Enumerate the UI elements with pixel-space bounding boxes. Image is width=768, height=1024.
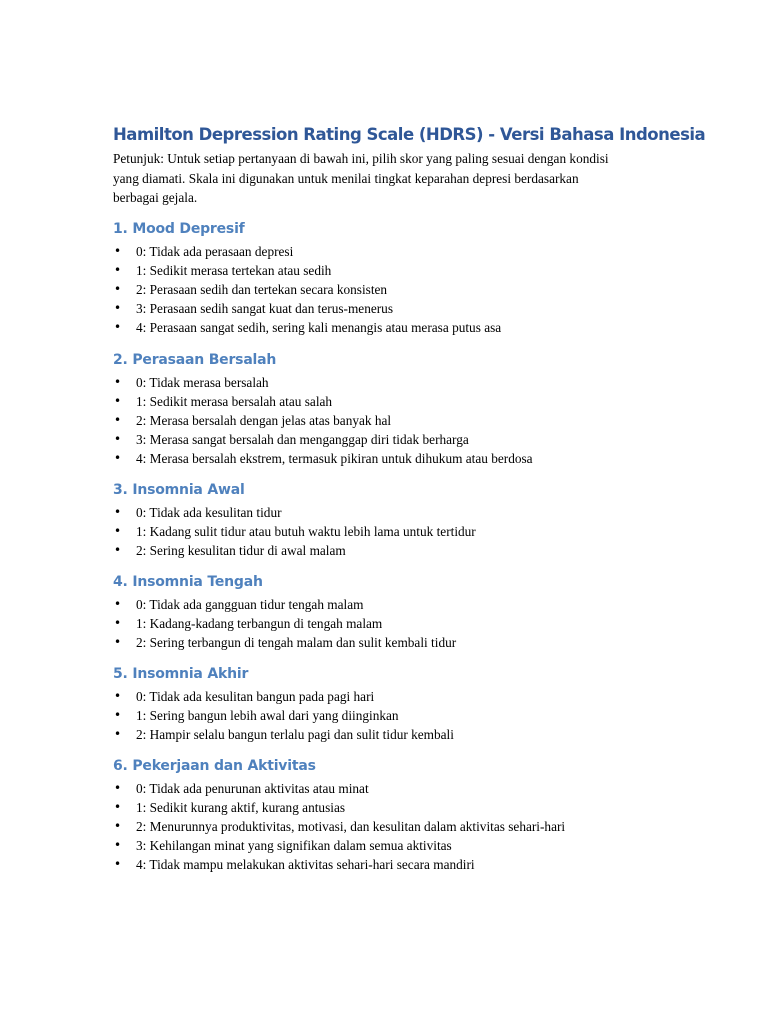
score-option-text: 3: Kehilangan minat yang signifikan dalam semua aktivitas [136,837,452,853]
section-heading: 6. Pekerjaan dan Aktivitas [113,757,316,774]
bullet-icon: • [114,726,122,741]
bullet-icon: • [114,799,122,814]
score-list-item [113,280,733,299]
score-list-item [113,614,733,633]
section-heading: 3. Insomnia Awal [113,481,245,498]
rating-section [113,572,733,652]
bullet-icon: • [114,374,122,389]
sections-container [113,219,733,874]
score-option-text: 1: Sedikit kurang aktif, kurang antusias [136,799,346,815]
score-option-text: 0: Tidak ada kesulitan tidur [136,504,282,520]
score-option-text: 1: Sedikit merasa bersalah atau salah [136,393,333,409]
score-list-item [113,633,733,652]
bullet-icon: • [114,300,122,315]
score-list-item [113,411,733,430]
bullet-icon: • [114,780,122,795]
score-option-text: 3: Perasaan sedih sangat kuat dan terus-menerus [136,300,393,316]
bullet-icon: • [114,856,122,871]
score-list [113,779,733,874]
section-heading: 2. Perasaan Bersalah [113,351,277,368]
bullet-icon: • [114,837,122,852]
score-option-text: 4: Tidak mampu melakukan aktivitas sehari-hari secara mandiri [136,856,475,872]
bullet-icon: • [114,393,122,408]
bullet-icon: • [114,281,122,296]
score-list-item [113,392,733,411]
score-option-text: 2: Sering kesulitan tidur di awal malam [136,542,346,558]
bullet-icon: • [114,243,122,258]
score-list [113,687,733,744]
score-option-text: 1: Kadang-kadang terbangun di tengah malam [136,615,383,631]
score-option-text: 2: Hampir selalu bangun terlalu pagi dan sulit tidur kembali [136,726,454,742]
score-option-text: 4: Perasaan sangat sedih, sering kali menangis atau merasa putus asa [136,319,502,335]
bullet-icon: • [114,688,122,703]
rating-section [113,350,733,468]
score-list-item [113,261,733,280]
score-list-item [113,855,733,874]
score-option-text: 4: Merasa bersalah ekstrem, termasuk pikiran untuk dihukum atau berdosa [136,450,533,466]
score-list [113,242,733,337]
score-list-item [113,373,733,392]
rating-section [113,664,733,744]
bullet-icon: • [114,431,122,446]
score-list-item [113,430,733,449]
score-option-text: 1: Sedikit merasa tertekan atau sedih [136,262,332,278]
score-list-item [113,503,733,522]
score-list-item [113,522,733,541]
score-option-text: 2: Menurunnya produktivitas, motivasi, dan kesulitan dalam aktivitas sehari-hari [136,818,566,834]
score-option-text: 0: Tidak merasa bersalah [136,374,269,390]
score-option-text: 0: Tidak ada perasaan depresi [136,243,294,259]
score-list-item [113,299,733,318]
score-list-item [113,779,733,798]
bullet-icon: • [114,818,122,833]
score-list-item [113,817,733,836]
bullet-icon: • [114,319,122,334]
rating-section [113,480,733,560]
bullet-icon: • [114,615,122,630]
score-option-text: 1: Sering bangun lebih awal dari yang diinginkan [136,707,399,723]
section-heading: 5. Insomnia Akhir [113,665,249,682]
bullet-icon: • [114,523,122,538]
score-list-item [113,836,733,855]
rating-section [113,756,733,874]
score-list-item [113,595,733,614]
rating-section [113,219,733,337]
score-option-text: 0: Tidak ada penurunan aktivitas atau minat [136,780,369,796]
score-option-text: 2: Sering terbangun di tengah malam dan sulit kembali tidur [136,634,457,650]
score-list-item [113,798,733,817]
score-option-text: 1: Kadang sulit tidur atau butuh waktu lebih lama untuk tertidur [136,523,476,539]
score-option-text: 2: Merasa bersalah dengan jelas atas banyak hal [136,412,392,428]
score-list-item [113,725,733,744]
score-list-item [113,318,733,337]
score-option-text: 3: Merasa sangat bersalah dan menganggap diri tidak berharga [136,431,469,447]
score-option-text: 2: Perasaan sedih dan tertekan secara konsisten [136,281,388,297]
score-list [113,373,733,468]
bullet-icon: • [114,262,122,277]
score-list-item [113,541,733,560]
bullet-icon: • [114,634,122,649]
score-list-item [113,706,733,725]
score-option-text: 0: Tidak ada kesulitan bangun pada pagi hari [136,688,375,704]
bullet-icon: • [114,504,122,519]
score-list-item [113,687,733,706]
score-option-text: 0: Tidak ada gangguan tidur tengah malam [136,596,364,612]
document-page [113,124,733,874]
score-list [113,595,733,652]
score-list-item [113,449,733,468]
bullet-icon: • [114,412,122,427]
bullet-icon: • [114,707,122,722]
instructions-paragraph: Petunjuk: Untuk setiap pertanyaan di bawah ini, pilih skor yang paling sesuai dengan kondisi yang diamati. Skala ini digunakan untuk menilai tingkat keparahan depresi berdasarkan berbagai gejala. [113,151,609,205]
score-list-item [113,242,733,261]
bullet-icon: • [114,596,122,611]
bullet-icon: • [114,450,122,465]
section-heading: 1. Mood Depresif [113,220,245,237]
score-list [113,503,733,560]
document-title: Hamilton Depression Rating Scale (HDRS) - Versi Bahasa Indonesia [113,125,706,144]
bullet-icon: • [114,542,122,557]
section-heading: 4. Insomnia Tengah [113,573,263,590]
